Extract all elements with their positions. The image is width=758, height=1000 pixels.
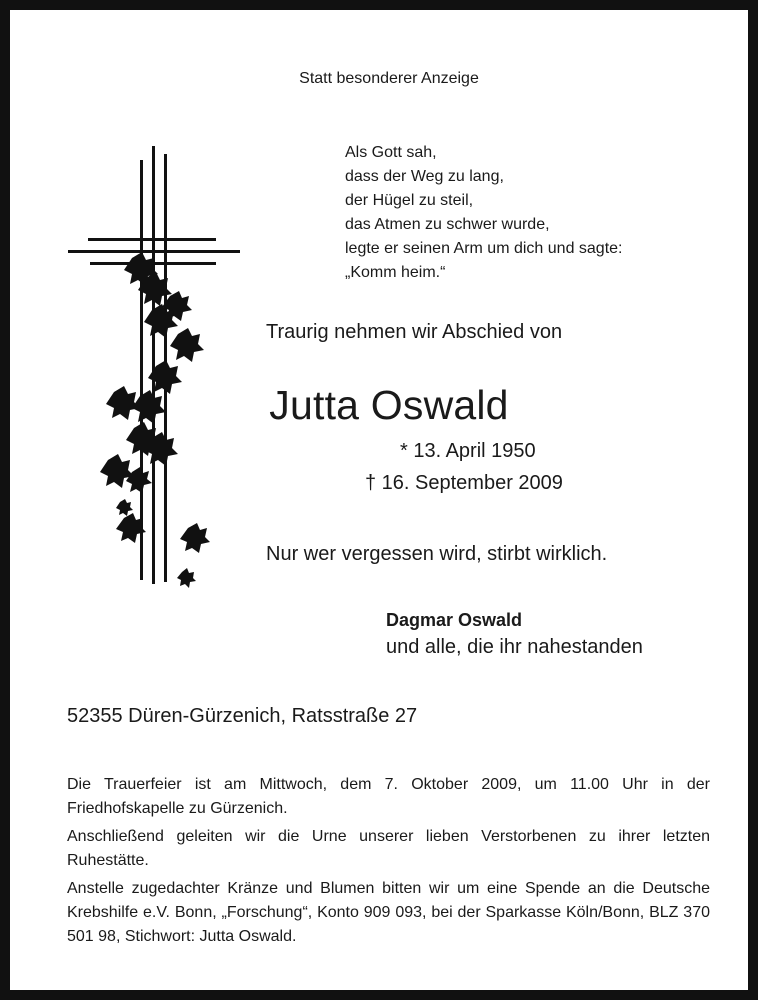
- birth-date: * 13. April 1950: [400, 440, 536, 462]
- mourner-others: und alle, die ihr nahestanden: [386, 636, 643, 658]
- poem-line: „Komm heim.“: [345, 264, 446, 281]
- poem-line: Als Gott sah,: [345, 144, 437, 161]
- cross-with-ivy-icon: [60, 138, 250, 598]
- header-note: Statt besonderer Anzeige: [299, 70, 479, 87]
- paragraph-donation: Anstelle zugedachter Kränze und Blumen bitten wir um eine Spende an die Deutsche Krebshilfe e.V. Bonn, „Forschung“, Konto 909 093, bei der Sparkasse Köln/Bonn, BLZ 370 501 98, Stichwort: Jutta Oswald.: [67, 880, 710, 945]
- poem-line: legte er seinen Arm um dich und sagte:: [345, 240, 623, 257]
- farewell-line: Traurig nehmen wir Abschied von: [266, 321, 563, 343]
- paragraph-urn: Anschließend geleiten wir die Urne unserer lieben Verstorbenen zu ihrer letzten Ruhestätte.: [67, 828, 710, 869]
- memorial-quote: Nur wer vergessen wird, stirbt wirklich.: [266, 543, 608, 565]
- address: 52355 Düren-Gürzenich, Ratsstraße 27: [67, 705, 418, 727]
- death-date: † 16. September 2009: [365, 472, 563, 494]
- poem: [345, 141, 623, 285]
- mourner-name: Dagmar Oswald: [386, 610, 523, 630]
- poem-line: der Hügel zu steil,: [345, 192, 474, 209]
- poem-line: dass der Weg zu lang,: [345, 168, 504, 185]
- service-details: [67, 773, 710, 953]
- deceased-name: Jutta Oswald: [269, 382, 509, 428]
- poem-line: das Atmen zu schwer wurde,: [345, 216, 550, 233]
- paragraph-funeral: Die Trauerfeier ist am Mittwoch, dem 7. Oktober 2009, um 11.00 Uhr in der Friedhofskapelle zu Gürzenich.: [67, 776, 710, 817]
